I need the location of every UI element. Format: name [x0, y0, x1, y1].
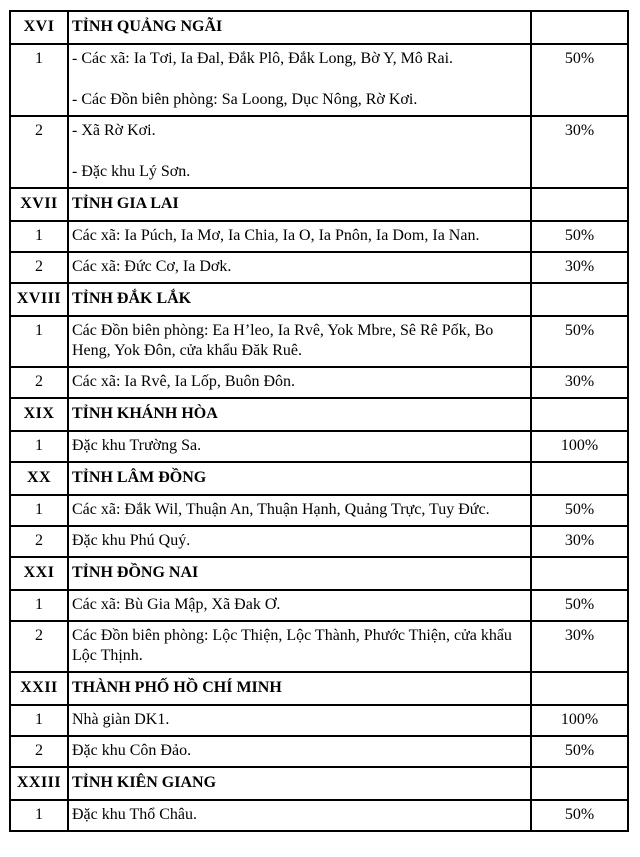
section-percent-empty: [531, 398, 628, 431]
row-description: [68, 495, 531, 526]
description-paragraph: Các Đồn biên phòng: Lộc Thiện, Lộc Thành, Phước Thiện, cửa khẩu Lộc Thịnh.: [72, 627, 512, 664]
row-percent: 30%: [531, 116, 628, 188]
row-number: 2: [10, 736, 68, 767]
section-title: THÀNH PHỐ HỒ CHÍ MINH: [68, 672, 531, 705]
row-description: [68, 590, 531, 621]
row-percent: 30%: [531, 621, 628, 672]
description-paragraph: Các xã: Đức Cơ, Ia Dơk.: [72, 258, 232, 275]
section-numeral: XVIII: [10, 283, 68, 316]
section-numeral: XX: [10, 462, 68, 495]
row-number: 2: [10, 116, 68, 188]
row-number: 2: [10, 621, 68, 672]
section-percent-empty: [531, 188, 628, 221]
section-header-row: [10, 557, 628, 590]
section-title: TỈNH KIÊN GIANG: [68, 767, 531, 800]
description-paragraph: Các Đồn biên phòng: Ea H’leo, Ia Rvê, Yok Mbre, Sê Rê Pốk, Bo Heng, Yok Đôn, cửa khẩu Đăk Ruê.: [72, 322, 494, 359]
row-percent: 30%: [531, 252, 628, 283]
row-description: [68, 621, 531, 672]
row-number: 2: [10, 252, 68, 283]
description-paragraph: Các xã: Ia Púch, Ia Mơ, Ia Chia, Ia O, Ia Pnôn, Ia Dom, Ia Nan.: [72, 227, 480, 244]
row-percent: 50%: [531, 800, 628, 831]
description-paragraph: - Các xã: Ia Tơi, Ia Đal, Đắk Plô, Đắk Long, Bờ Y, Mô Rai.: [72, 50, 454, 67]
section-numeral: XXII: [10, 672, 68, 705]
section-title: TỈNH QUẢNG NGÃI: [68, 11, 531, 44]
section-percent-empty: [531, 767, 628, 800]
row-number: 1: [10, 44, 68, 116]
table-row: [10, 526, 628, 557]
description-paragraph: Đặc khu Trường Sa.: [72, 437, 202, 454]
row-number: 1: [10, 800, 68, 831]
row-percent: 50%: [531, 495, 628, 526]
row-number: 1: [10, 495, 68, 526]
row-description: [68, 221, 531, 252]
description-paragraph: Các xã: Ia Rvê, Ia Lốp, Buôn Đôn.: [72, 373, 296, 390]
row-number: 1: [10, 221, 68, 252]
section-percent-empty: [531, 283, 628, 316]
row-number: 1: [10, 431, 68, 462]
table-row: [10, 621, 628, 672]
description-paragraph: Đặc khu Côn Đảo.: [72, 742, 192, 759]
section-header-row: [10, 398, 628, 431]
section-numeral: XVI: [10, 11, 68, 44]
section-header-row: [10, 767, 628, 800]
table-row: [10, 800, 628, 831]
row-description: [68, 526, 531, 557]
row-percent: 100%: [531, 431, 628, 462]
row-description: [68, 252, 531, 283]
row-description: [68, 367, 531, 398]
row-description: [68, 431, 531, 462]
description-paragraph: - Đặc khu Lý Sơn.: [72, 163, 191, 180]
table-row: [10, 44, 628, 116]
section-header-row: [10, 283, 628, 316]
row-percent: 100%: [531, 705, 628, 736]
section-title: TỈNH KHÁNH HÒA: [68, 398, 531, 431]
section-percent-empty: [531, 557, 628, 590]
table-row: [10, 221, 628, 252]
section-percent-empty: [531, 11, 628, 44]
row-percent: 30%: [531, 526, 628, 557]
row-description: [68, 116, 531, 188]
row-percent: 50%: [531, 590, 628, 621]
allowance-table: [9, 10, 629, 832]
row-description: [68, 44, 531, 116]
section-header-row: [10, 462, 628, 495]
section-numeral: XVII: [10, 188, 68, 221]
row-number: 2: [10, 526, 68, 557]
section-numeral: XIX: [10, 398, 68, 431]
table-row: [10, 705, 628, 736]
row-number: 1: [10, 705, 68, 736]
row-number: 2: [10, 367, 68, 398]
table-row: [10, 495, 628, 526]
description-paragraph: Các xã: Đắk Wil, Thuận An, Thuận Hạnh, Quảng Trực, Tuy Đức.: [72, 501, 490, 518]
row-number: 1: [10, 316, 68, 367]
section-numeral: XXIII: [10, 767, 68, 800]
table-row: [10, 367, 628, 398]
section-title: TỈNH ĐẮK LẮK: [68, 283, 531, 316]
description-paragraph: - Xã Rờ Kơi.: [72, 122, 156, 139]
section-percent-empty: [531, 462, 628, 495]
section-header-row: [10, 672, 628, 705]
table-row: [10, 431, 628, 462]
row-description: [68, 705, 531, 736]
table-row: [10, 116, 628, 188]
table-row: [10, 316, 628, 367]
row-description: [68, 800, 531, 831]
row-percent: 50%: [531, 316, 628, 367]
section-header-row: [10, 11, 628, 44]
allowance-table-body: [10, 11, 628, 831]
table-row: [10, 252, 628, 283]
section-percent-empty: [531, 672, 628, 705]
table-row: [10, 590, 628, 621]
row-description: [68, 316, 531, 367]
description-paragraph: Đặc khu Phú Quý.: [72, 532, 191, 549]
description-paragraph: Các xã: Bù Gia Mập, Xã Đak Ơ.: [72, 596, 281, 613]
section-title: TỈNH LÂM ĐỒNG: [68, 462, 531, 495]
table-row: [10, 736, 628, 767]
section-header-row: [10, 188, 628, 221]
description-paragraph: Nhà giàn DK1.: [72, 711, 170, 728]
row-number: 1: [10, 590, 68, 621]
row-description: [68, 736, 531, 767]
section-title: TỈNH GIA LAI: [68, 188, 531, 221]
section-numeral: XXI: [10, 557, 68, 590]
description-paragraph: - Các Đồn biên phòng: Sa Loong, Dục Nông, Rờ Kơi.: [72, 91, 418, 108]
row-percent: 50%: [531, 736, 628, 767]
section-title: TỈNH ĐỒNG NAI: [68, 557, 531, 590]
row-percent: 50%: [531, 44, 628, 116]
row-percent: 50%: [531, 221, 628, 252]
row-percent: 30%: [531, 367, 628, 398]
description-paragraph: Đặc khu Thổ Châu.: [72, 806, 198, 823]
